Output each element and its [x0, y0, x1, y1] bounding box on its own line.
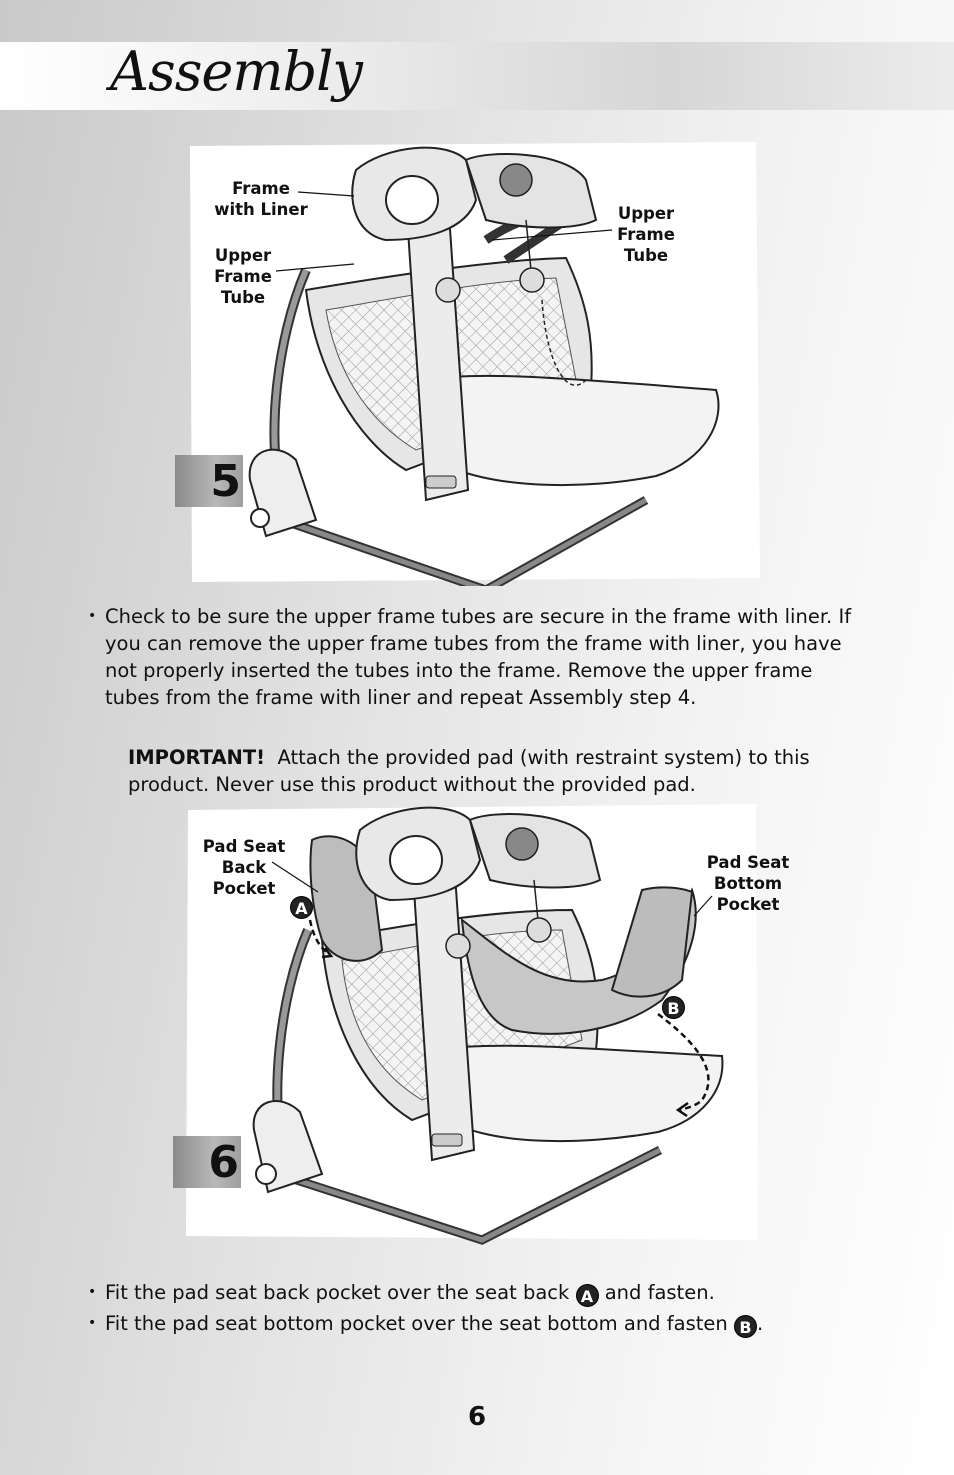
- callout-upper-frame-tube-right: Upper Frame Tube: [617, 204, 675, 265]
- marker-b-inline-icon: B: [734, 1315, 757, 1338]
- step6-bullet-2-text: Fit the pad seat bottom pocket over the seat bottom and fasten: [105, 1312, 728, 1335]
- callout-upper-frame-tube-left: Upper Frame Tube: [214, 246, 272, 307]
- page-number: 6: [467, 1402, 487, 1432]
- callout-frame-with-liner: Frame with Liner: [214, 179, 308, 219]
- marker-b-icon: B: [662, 996, 685, 1019]
- step6-bullet-1-end: and fasten.: [604, 1281, 715, 1304]
- step6-bullet-2: [88, 1308, 868, 1339]
- step6-bullet-2-end: .: [756, 1312, 764, 1335]
- page-title: Assembly: [110, 40, 362, 103]
- callout-pad-seat-back-pocket: Pad Seat Back Pocket: [202, 837, 286, 898]
- step6-instructions: [88, 1277, 868, 1339]
- important-text: Attach the provided pad (with restraint system) to this product. Never use this product without the provided pad.: [128, 746, 810, 796]
- step5-instructions: [88, 603, 858, 711]
- step-number-5: 5: [175, 455, 243, 507]
- step5-bullet: • Check to be sure the upper frame tubes are secure in the frame with liner. If you can remove the upper frame tubes from the frame with liner, you have not properly inserted the tubes into the frame. Remove the upper frame tubes from the frame with liner and repeat Assembly step 4.: [88, 603, 858, 711]
- step6-bullet-1: [88, 1277, 868, 1308]
- important-notice: [128, 744, 848, 798]
- callout-pad-seat-bottom-pocket: Pad Seat Bottom Pocket: [706, 853, 790, 914]
- marker-a-icon: A: [290, 896, 313, 919]
- marker-a-inline-icon: A: [576, 1284, 599, 1307]
- step6-bullet-1-text: Fit the pad seat back pocket over the seat back: [105, 1281, 570, 1304]
- important-label: IMPORTANT!: [128, 746, 266, 769]
- step-number-6: 6: [173, 1136, 241, 1188]
